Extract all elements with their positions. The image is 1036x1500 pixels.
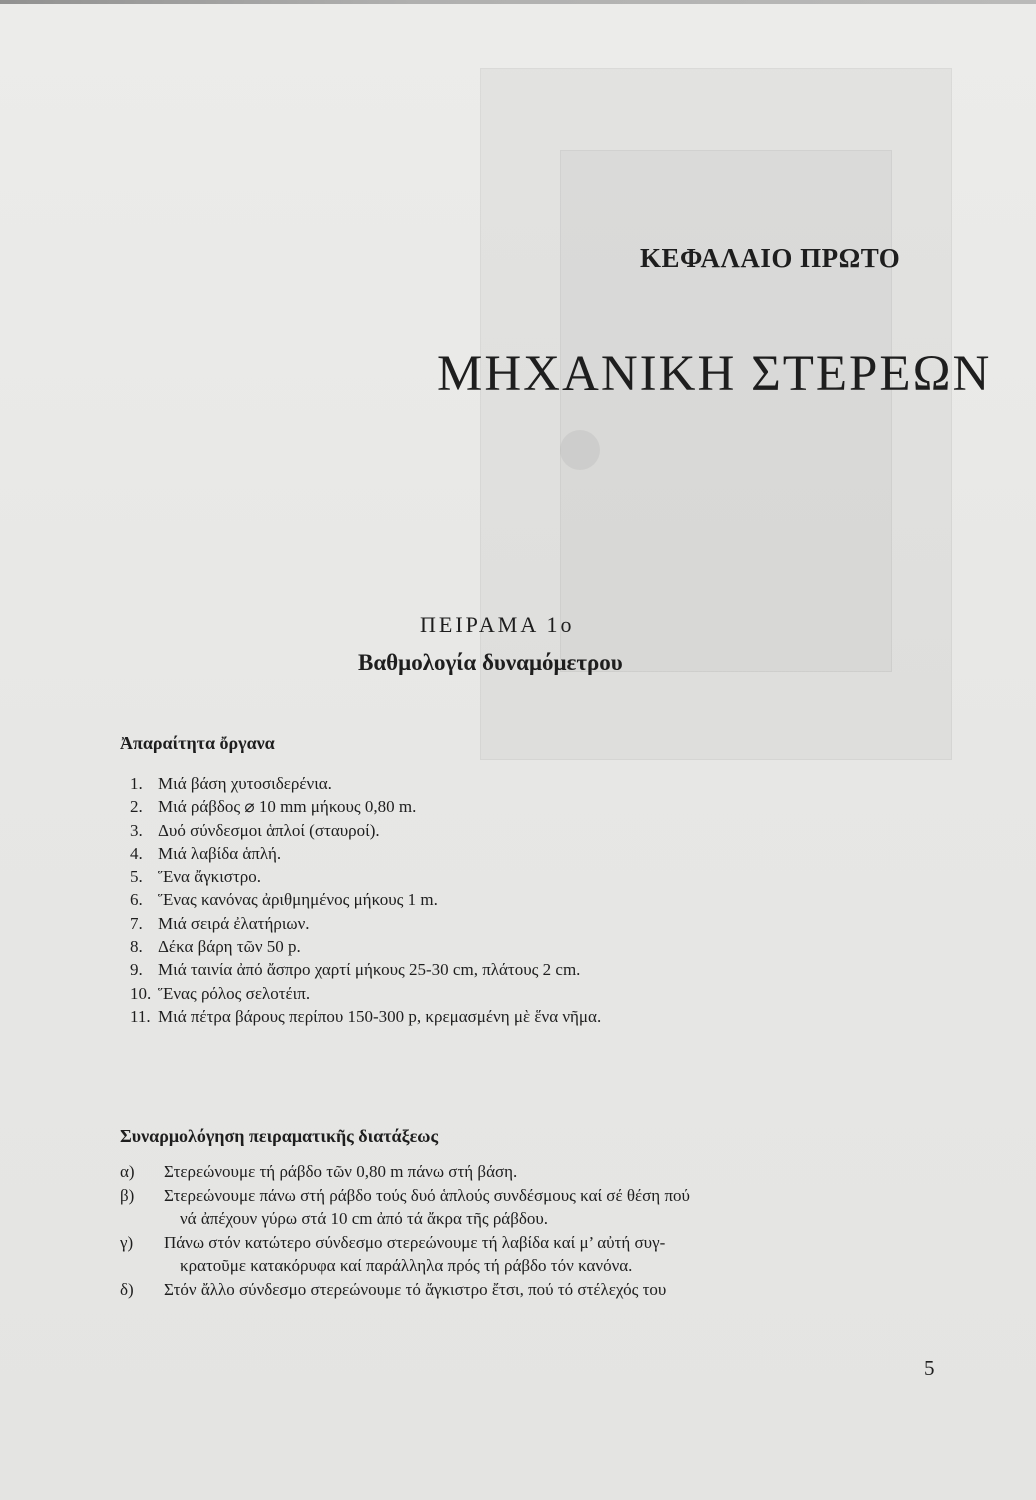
step-line: Στερεώνουμε τή ράβδο τῶν 0,80 m πάνω στή βάση.: [164, 1162, 518, 1181]
item-text: Ἕνας ρόλος σελοτέιπ.: [158, 983, 311, 1003]
step-text: [164, 1184, 942, 1230]
item-text: Μιά πέτρα βάρους περίπου 150-300 p, κρεμασμένη μὲ ἕνα νῆμα.: [158, 1006, 602, 1026]
item-number: 6.: [130, 890, 143, 910]
step-line: κρατοῦμε κατακόρυφα καί παράλληλα πρός τή ράβδο τόν κανόνα.: [180, 1256, 633, 1275]
item-number: 9.: [130, 960, 143, 980]
list-item: [130, 958, 601, 981]
item-number: 4.: [130, 843, 143, 863]
tools-heading: Ἀπαραίτητα ὄργανα: [120, 733, 275, 753]
step-item: [120, 1184, 942, 1230]
item-text: Μιά ταινία ἀπό ἄσπρο χαρτί μήκους 25-30 cm, πλάτους 2 cm.: [158, 960, 581, 980]
list-item: [130, 819, 601, 842]
list-item: [130, 842, 601, 865]
experiment-title: Βαθμολογία δυναμόμετρου: [358, 650, 623, 675]
item-text: Μιά ράβδος ⌀ 10 mm μήκους 0,80 m.: [158, 797, 417, 817]
step-line: Πάνω στόν κατώτερο σύνδεσμο στερεώνουμε τή λαβίδα καί μ’ αὐτή συγ-: [164, 1233, 666, 1252]
step-item: [120, 1231, 942, 1277]
step-item: [120, 1160, 942, 1183]
item-text: Δυό σύνδεσμοι ἁπλοί (σταυροί).: [158, 820, 380, 840]
item-number: 5.: [130, 867, 143, 887]
list-item: [130, 772, 601, 795]
item-number: 10.: [130, 983, 152, 1003]
list-item: [130, 935, 601, 958]
tools-list: [130, 772, 601, 1028]
list-item: [130, 982, 601, 1005]
step-text: [164, 1278, 942, 1301]
chapter-title: ΜΗΧΑΝΙΚΗ ΣΤΕΡΕΩΝ: [437, 346, 992, 402]
chapter-label: ΚΕΦΑΛΑΙΟ ΠΡΩΤΟ: [640, 243, 901, 273]
step-mark: γ): [120, 1233, 134, 1252]
step-text: [164, 1160, 942, 1183]
list-item: [130, 795, 601, 818]
step-text: [164, 1231, 942, 1277]
show-through-figure-inner: [560, 150, 892, 672]
item-number: 3.: [130, 820, 143, 840]
paper-stain: [560, 430, 600, 470]
step-line: Στόν ἄλλο σύνδεσμο στερεώνουμε τό ἄγκιστρο ἔτσι, πού τό στέλεχός του: [164, 1280, 667, 1299]
list-item: [130, 912, 601, 935]
item-number: 2.: [130, 797, 143, 817]
step-line: νά ἀπέχουν γύρω στά 10 cm ἀπό τά ἄκρα τῆς ράβδου.: [180, 1209, 549, 1228]
item-text: Μιά σειρά ἐλατήριων.: [158, 913, 310, 933]
list-item: [130, 865, 601, 888]
step-mark: β): [120, 1186, 135, 1205]
list-item: [130, 1005, 601, 1028]
item-text: Μιά βάση χυτοσιδερένια.: [158, 774, 332, 793]
experiment-heading: ΠΕΙΡΑΜΑ 1ο: [420, 612, 575, 637]
step-line: Στερεώνουμε πάνω στή ράβδο τούς δυό ἁπλούς συνδέσμους καί σέ θέση πού: [164, 1186, 690, 1205]
item-text: Ἕνας κανόνας ἀριθμημένος μήκους 1 m.: [158, 890, 438, 910]
item-number: 7.: [130, 913, 143, 933]
item-number: 1.: [130, 774, 143, 793]
assembly-heading: Συναρμολόγηση πειραματικῆς διατάξεως: [120, 1126, 439, 1146]
item-text: Ἕνα ἄγκιστρο.: [158, 867, 262, 887]
item-number: 8.: [130, 937, 143, 957]
item-text: Δέκα βάρη τῶν 50 p.: [158, 937, 301, 957]
list-item: [130, 888, 601, 911]
page-top-edge: [0, 0, 1036, 4]
assembly-steps: [120, 1160, 942, 1302]
step-item: [120, 1278, 942, 1301]
item-number: 11.: [130, 1006, 151, 1026]
step-mark: α): [120, 1162, 135, 1181]
item-text: Μιά λαβίδα ἁπλή.: [158, 843, 282, 863]
step-mark: δ): [120, 1280, 134, 1299]
page-number: 5: [924, 1356, 935, 1380]
